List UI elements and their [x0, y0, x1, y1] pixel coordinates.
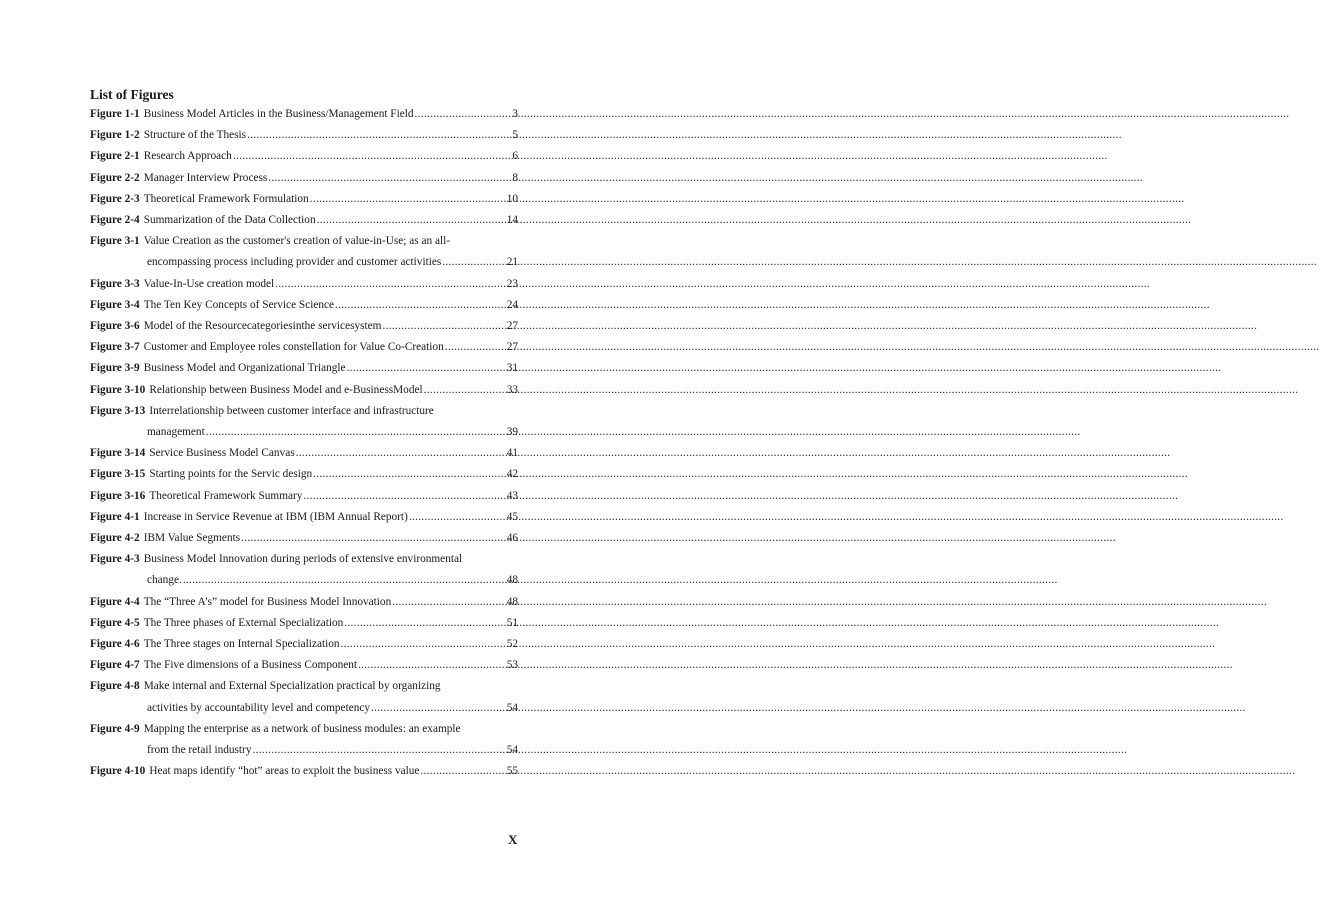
figure-entry[interactable] — [90, 443, 518, 464]
figure-title: change. — [147, 574, 182, 587]
figure-entry[interactable] — [90, 104, 518, 125]
entry-first-line — [90, 528, 518, 549]
figure-number: Figure 4-4 — [90, 595, 140, 608]
entry-first-line — [90, 464, 518, 485]
figure-page-number: 27 — [506, 320, 518, 333]
figure-entry[interactable] — [90, 125, 518, 146]
figure-title: Value-In-Use creation model — [143, 277, 275, 290]
dot-leader — [341, 634, 506, 655]
figure-number: Figure 3-4 — [90, 298, 140, 311]
page-title: List of Figures — [90, 87, 174, 102]
entry-first-line — [90, 274, 518, 295]
figure-title: Increase in Service Revenue at IBM (IBM Annual Report) — [143, 510, 408, 523]
figure-title: Customer and Employee roles constellation for Value Co-Creation — [143, 341, 444, 354]
entry-continuation-line — [90, 570, 518, 591]
figure-entry[interactable] — [90, 358, 518, 379]
figure-title: The Three stages on Internal Specialization — [143, 638, 340, 651]
figure-number: Figure 3-1 — [90, 235, 140, 248]
figure-entry[interactable] — [90, 210, 518, 231]
figure-page-number: 31 — [506, 362, 518, 375]
figure-number: Figure 1-2 — [90, 129, 140, 142]
figure-page-number: 27 — [506, 341, 518, 354]
figure-page-number: 45 — [506, 510, 518, 523]
entry-first-line — [90, 761, 518, 782]
figure-page-number: 48 — [506, 574, 518, 587]
figure-number: Figure 2-3 — [90, 192, 140, 205]
entry-first-line — [90, 719, 518, 740]
entry-first-line — [90, 380, 518, 401]
figure-page-number: 46 — [506, 532, 518, 545]
figure-title: Research Approach — [143, 150, 232, 163]
figure-title: The Ten Key Concepts of Service Science — [143, 298, 335, 311]
figure-entry[interactable] — [90, 380, 518, 401]
figure-entry[interactable] — [90, 486, 518, 507]
figure-page-number: 42 — [506, 468, 518, 481]
figure-entry[interactable] — [90, 295, 518, 316]
dot-leader — [268, 168, 511, 189]
dot-leader — [252, 740, 505, 761]
entry-first-line — [90, 189, 518, 210]
entry-first-line — [90, 358, 518, 379]
dot-leader — [445, 337, 506, 358]
entry-first-line — [90, 592, 518, 613]
figure-page-number: 21 — [506, 256, 518, 269]
figure-title: Relationship between Business Model and e-BusinessModel — [149, 383, 423, 396]
entry-first-line — [90, 443, 518, 464]
figure-entry[interactable] — [90, 634, 518, 655]
entry-first-line — [90, 634, 518, 655]
dot-leader — [344, 613, 505, 634]
figure-title: Manager Interview Process — [143, 171, 268, 184]
figure-entry[interactable] — [90, 401, 518, 443]
figure-title: Theoretical Framework Formulation — [143, 192, 309, 205]
figure-title: Heat maps identify “hot” areas to exploit the business value — [149, 765, 420, 778]
figure-number: Figure 2-1 — [90, 150, 140, 163]
entry-first-line — [90, 104, 518, 125]
entry-continuation-line — [90, 698, 518, 719]
figure-number: Figure 4-6 — [90, 638, 140, 651]
figure-number: Figure 4-9 — [90, 722, 140, 735]
figure-entry[interactable] — [90, 592, 518, 613]
figure-page-number: 14 — [506, 214, 518, 227]
figure-number: Figure 4-3 — [90, 553, 140, 566]
figure-title: Mapping the enterprise as a network of business modules: an example — [143, 722, 461, 735]
figure-page-number: 24 — [506, 298, 518, 311]
page-number-roman: X — [508, 832, 518, 847]
dot-leader — [420, 761, 505, 782]
dot-leader — [296, 443, 506, 464]
entry-first-line — [90, 507, 518, 528]
figure-page-number: 23 — [506, 277, 518, 290]
figure-number: Figure 3-15 — [90, 468, 146, 481]
entry-first-line — [90, 146, 518, 167]
entry-first-line — [90, 486, 518, 507]
figure-page-number: 43 — [506, 489, 518, 502]
figure-entry[interactable] — [90, 231, 518, 273]
figure-title: management — [147, 426, 205, 439]
dot-leader — [303, 486, 505, 507]
dot-leader — [335, 295, 506, 316]
entry-first-line — [90, 125, 518, 146]
entry-continuation-line — [90, 252, 518, 273]
dot-leader — [247, 125, 511, 146]
dot-leader — [233, 146, 512, 167]
figure-entry[interactable] — [90, 613, 518, 634]
figure-entry[interactable] — [90, 464, 518, 485]
figure-number: Figure 4-10 — [90, 765, 146, 778]
figure-entry[interactable] — [90, 316, 518, 337]
figure-number: Figure 3-10 — [90, 383, 146, 396]
figure-title: Starting points for the Servic design — [149, 468, 313, 481]
entry-first-line — [90, 676, 518, 697]
figure-entry[interactable] — [90, 168, 518, 189]
dot-leader — [415, 104, 512, 125]
figure-number: Figure 4-1 — [90, 510, 140, 523]
figure-page-number: 54 — [506, 701, 518, 714]
dot-leader — [409, 507, 506, 528]
entry-continuation-line — [90, 422, 518, 443]
figure-page-number: 48 — [506, 595, 518, 608]
figure-page-number: 39 — [506, 426, 518, 439]
figure-number: Figure 3-6 — [90, 320, 140, 333]
entry-first-line — [90, 613, 518, 634]
figure-entry[interactable] — [90, 528, 518, 549]
figure-title: encompassing process including provider and customer activities — [147, 256, 442, 269]
dot-leader — [313, 464, 506, 485]
dot-leader — [392, 592, 505, 613]
figure-title: Theoretical Framework Summary — [149, 489, 303, 502]
figure-number: Figure 3-13 — [90, 404, 146, 417]
figure-entry[interactable] — [90, 655, 518, 676]
figure-number: Figure 2-4 — [90, 214, 140, 227]
entry-first-line — [90, 168, 518, 189]
figure-title: The Three phases of External Specialization — [143, 616, 344, 629]
dot-leader — [382, 316, 505, 337]
dot-leader — [241, 528, 506, 549]
figure-number: Figure 1-1 — [90, 108, 140, 120]
figure-entry[interactable] — [90, 274, 518, 295]
figure-entry[interactable] — [90, 719, 518, 761]
figure-list — [90, 104, 518, 783]
figure-number: Figure 4-8 — [90, 680, 140, 693]
figure-entry[interactable] — [90, 507, 518, 528]
entry-first-line — [90, 316, 518, 337]
dot-leader — [347, 358, 506, 379]
figure-title: IBM Value Segments — [143, 532, 241, 545]
figure-title: Business Model and Organizational Triangle — [143, 362, 346, 375]
entry-continuation-line — [90, 740, 518, 761]
figure-number: Figure 3-3 — [90, 277, 140, 290]
figure-page-number: 3 — [512, 108, 518, 120]
figure-number: Figure 3-7 — [90, 341, 140, 354]
figure-number: Figure 3-14 — [90, 447, 146, 460]
dot-leader — [183, 570, 506, 591]
figure-page-number: 55 — [506, 765, 518, 778]
figure-entry[interactable] — [90, 146, 518, 167]
figure-page-number: 51 — [506, 616, 518, 629]
figure-title: Structure of the Thesis — [143, 129, 247, 142]
dot-leader — [317, 210, 506, 231]
figure-entry[interactable] — [90, 676, 518, 718]
figure-number: Figure 3-9 — [90, 362, 140, 375]
figure-page-number: 5 — [512, 129, 518, 142]
figure-title: Model of the Resourcecategoriesinthe servicesystem — [143, 320, 382, 333]
figure-page-number: 41 — [506, 447, 518, 460]
entry-first-line — [90, 210, 518, 231]
list-of-figures — [90, 86, 518, 783]
entry-first-line — [90, 401, 518, 422]
figure-title: The Five dimensions of a Business Component — [143, 659, 358, 672]
figure-title: Summarization of the Data Collection — [143, 214, 316, 227]
figure-page-number: 53 — [506, 659, 518, 672]
figure-title: from the retail industry — [147, 744, 252, 757]
dot-leader — [206, 422, 506, 443]
figure-title: activities by accountability level and competency — [147, 701, 371, 714]
figure-number: Figure 4-2 — [90, 532, 140, 545]
figure-number: Figure 4-7 — [90, 659, 140, 672]
figure-title: Value Creation as the customer's creation of value-in-Use; as an all- — [143, 235, 450, 248]
entry-first-line — [90, 655, 518, 676]
entry-first-line — [90, 549, 518, 570]
figure-number: Figure 2-2 — [90, 171, 140, 184]
entry-first-line — [90, 295, 518, 316]
dot-leader — [358, 655, 506, 676]
figure-number: Figure 4-5 — [90, 616, 140, 629]
figure-page-number: 8 — [512, 171, 518, 184]
figure-title: Business Model Innovation during periods of extensive environmental — [143, 553, 463, 566]
figure-number: Figure 3-16 — [90, 489, 146, 502]
entry-first-line — [90, 231, 518, 252]
figure-title: Business Model Articles in the Business/Management Field — [143, 108, 414, 120]
dot-leader — [424, 380, 506, 401]
figure-page-number: 6 — [512, 150, 518, 163]
figure-page-number: 52 — [506, 638, 518, 651]
dot-leader — [310, 189, 506, 210]
figure-page-number: 54 — [506, 744, 518, 757]
figure-entry[interactable] — [90, 337, 518, 358]
figure-title: Interrelationship between customer interface and infrastructure — [149, 404, 434, 417]
figure-title: Service Business Model Canvas — [149, 447, 295, 460]
entry-first-line — [90, 337, 518, 358]
figure-entry[interactable] — [90, 189, 518, 210]
figure-entry[interactable] — [90, 761, 518, 782]
figure-entry[interactable] — [90, 549, 518, 591]
figure-page-number: 33 — [506, 383, 518, 396]
dot-leader — [275, 274, 506, 295]
figure-title: Make internal and External Specialization practical by organizing — [143, 680, 441, 693]
figure-title: The “Three A’s” model for Business Model Innovation — [143, 595, 392, 608]
figure-page-number: 10 — [506, 192, 518, 205]
dot-leader — [371, 698, 506, 719]
dot-leader — [442, 252, 505, 273]
